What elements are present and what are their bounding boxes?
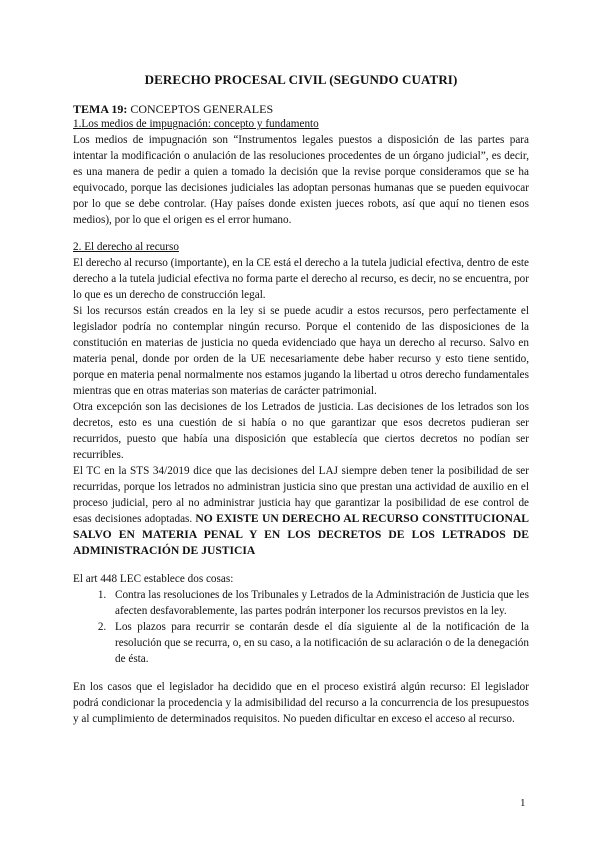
list-item: 1. Contra las resoluciones de los Tribunales y Letrados de la Administración de Justicia que les afecten desfavorablemente, las partes podrán interponer los recursos previstos en la ley.	[109, 587, 529, 619]
final-paragraph: En los casos que el legislador ha decidido que en el proceso existirá algún recurso: El legislador podrá condicionar la procedencia y la admisibilidad del recurso a la concurrencia de los presupuestos y al cumplimiento de determinados requisitos. No pueden dificultar en exceso el acceso al recurso.	[73, 681, 529, 725]
section-1-heading: 1.Los medios de impugnación: concepto y fundamento	[73, 118, 319, 130]
section-2-conclusion-bold: NO EXISTE UN DERECHO AL RECURSO CONSTITUCIONAL SALVO EN MATERIA PENAL Y EN LOS DECRETOS DE LOS LETRADOS DE ADMINISTRACIÓN DE JUSTICIA	[73, 512, 529, 557]
tema-label: TEMA 19:	[73, 102, 128, 116]
art-448-intro: El art 448 LEC establece dos cosas:	[73, 573, 234, 585]
section-2-heading: 2. El derecho al recurso	[73, 241, 179, 253]
tema-heading	[73, 102, 529, 117]
section-2-paragraph-4	[73, 463, 529, 559]
page-number: 1	[520, 797, 526, 809]
section-2-paragraph-4-text: El TC en la STS 34/2019 dice que las decisiones del LAJ siempre deben tener la posibilidad de ser recurridas, porque los letrados no administran justicia sino que prestan una actividad de auxilio en el proceso judicial, pero al no administrar justicia hay que garantizar la posibilidad de ese control de esas decisiones adoptadas.	[73, 465, 529, 525]
section-2-paragraph-2: Si los recursos están creados en la ley si se puede acudir a estos recursos, pero perfectamente el legislador podría no contemplar ningún recurso. Porque el contenido de las disposiciones de la constitución en materias de justicia no queda evidenciado que haya un derecho al recurso. Salvo en materia penal, donde por orden de la UE necesariamente debe haber recurso y esto tiene sentido, porque en materia penal normalmente nos estamos jugando la libertad u otros derecho fundamentales mientras que en otras materias son materias de carácter patrimonial.	[73, 305, 529, 397]
document-page	[73, 72, 529, 727]
tema-text: CONCEPTOS GENERALES	[127, 102, 274, 116]
section-1-paragraph: Los medios de impugnación son “Instrumentos legales puestos a disposición de las partes para intentar la modificación o anulación de las resoluciones procedentes de un órgano judicial”, es decir, es una manera de pedir a quien a tomado la decisión que la revise porque consideramos que se ha equivocado, porque las decisiones judiciales las adoptan personas humanas que se pueden equivocar por lo que se debe controlar. (Hay países donde existen jueces robots, así que aquí no tienen esos medios), por lo que el origen es el error humano.	[73, 134, 529, 226]
art-448-list	[73, 587, 529, 667]
section-2-paragraph-3: Otra excepción son las decisiones de los Letrados de justicia. Las decisiones de los letrados son los decretos, esto es una cuestión de si había o no que garantizar que esos decretos pudieran ser recurridos, puesto que había una disposición que establecía que ciertos decretos no podían ser recurribles.	[73, 401, 529, 461]
list-item: 2. Los plazos para recurrir se contarán desde el día siguiente al de la notificación de la resolución que se recurra, o, en su caso, a la notificación de su aclaración o de la denegación de ésta.	[109, 619, 529, 667]
section-2-paragraph-1: El derecho al recurso (importante), en la CE está el derecho a la tutela judicial efectiva, dentro de este derecho a la tutela judicial efectiva no forma parte el derecho al recurso, es decir, no se encuentra, por lo que es un derecho de construcción legal.	[73, 257, 529, 301]
document-title: DERECHO PROCESAL CIVIL (SEGUNDO CUATRI)	[144, 72, 458, 87]
